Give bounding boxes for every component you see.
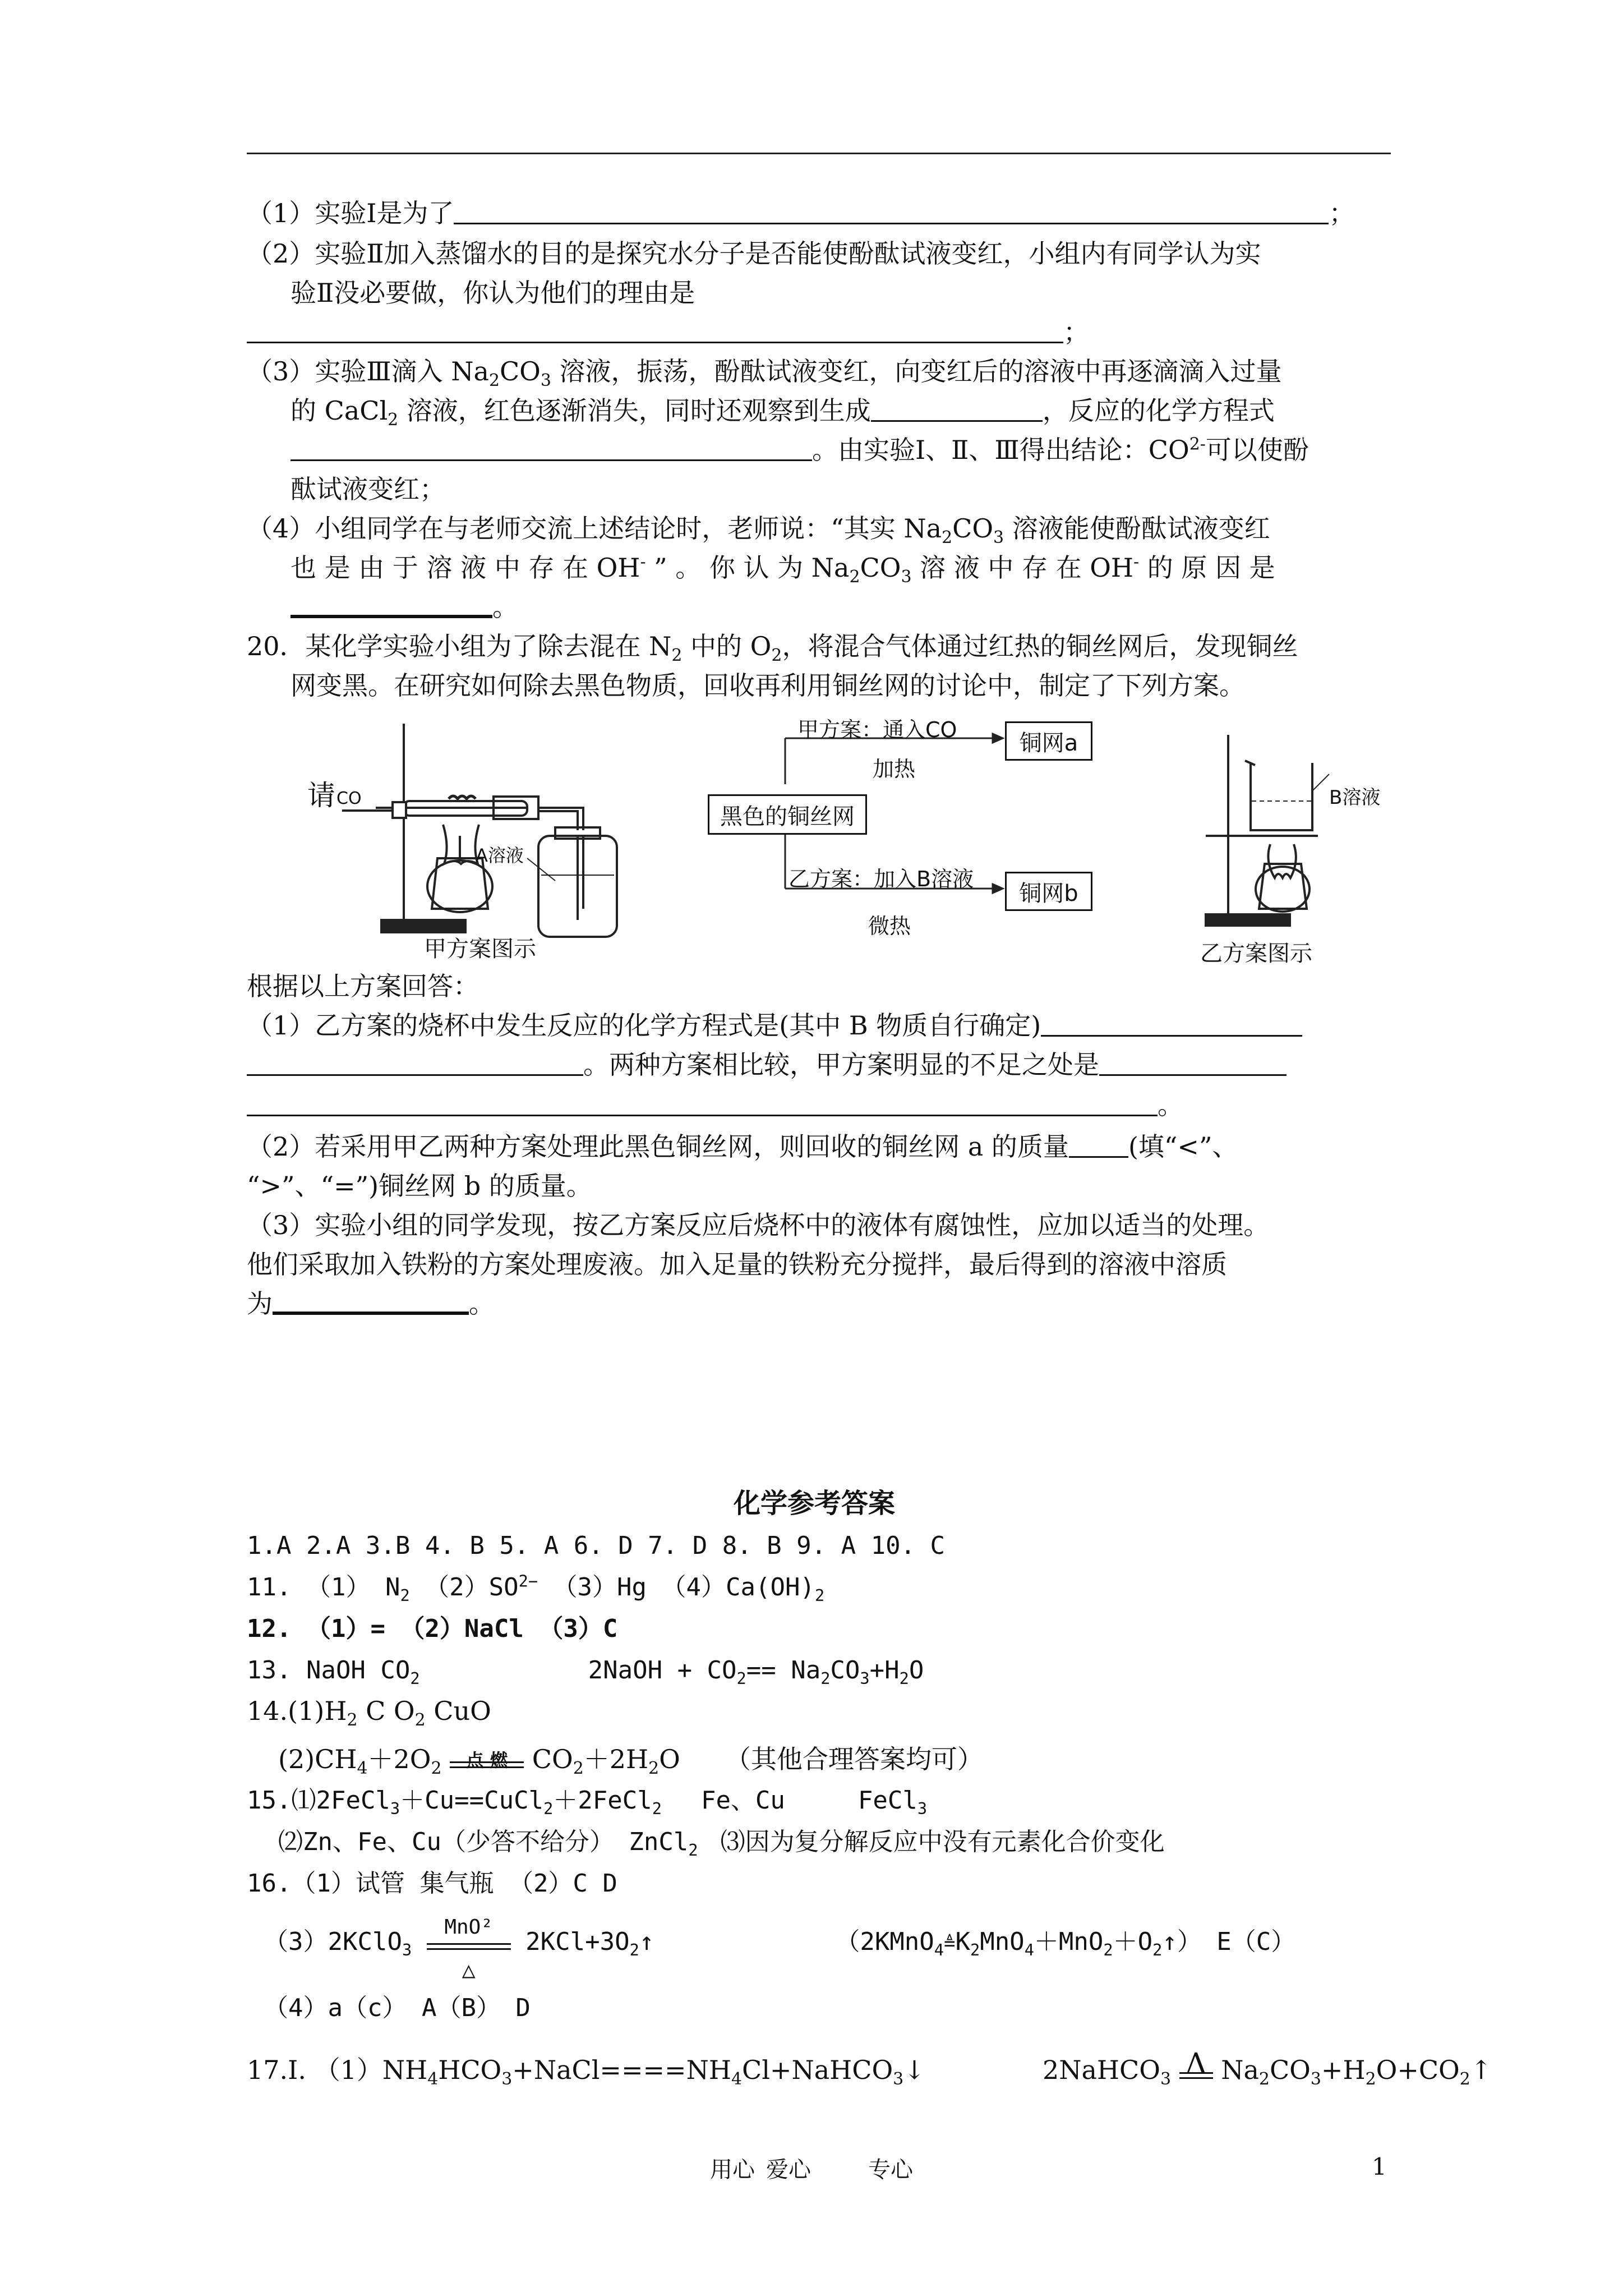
answer-key-title: 化学参考答案 [734, 1488, 896, 1519]
q20-stem-line2: 网变黑。在研究如何除去黑色物质，回收再利用铜丝网的讨论中，制定了下列方案。 [291, 670, 1245, 701]
q20-sub2-line2: “>”、“=”)铜丝网 b 的质量。 [247, 1171, 592, 1201]
q19-part3-line2: 的 CaCl$_2$ 溶液，红色逐渐消失，同时还观察到生成 ，反应的化学方程式 [291, 395, 1275, 430]
q19-part2-line2: 验Ⅱ没必要做，你认为他们的理由是 [291, 278, 695, 308]
q19-part2-line1: （2）实验Ⅱ加入蒸馏水的目的是探究水分子是否能使酚酞试液变红，小组内有同学认为实 [247, 238, 1261, 269]
header-rule [247, 153, 1391, 154]
answer-line-1-10: 1.A 2.A 3.B 4. B 5. A 6. D 7. D 8. B 9. A 10. C [247, 1531, 946, 1560]
q20-sub3-line2: 他们采取加入铁粉的方案处理废液。加入足量的铁粉充分搅拌，最后得到的溶液中溶质 [247, 1249, 1227, 1280]
q20-answer-intro: 根据以上方案回答： [247, 971, 479, 1001]
plan-b-route-label: 乙方案：加入B溶液 [789, 867, 974, 891]
plan-b-caption: 乙方案图示 [1200, 941, 1312, 967]
plan-a-apparatus-diagram [292, 718, 639, 959]
answer-line-14b: $(2)CH_4+2O_2$ 点 燃 $CO_2+2H_2O$ （其他合理答案均可） [278, 1744, 983, 1779]
plan-b-apparatus-diagram [1189, 729, 1380, 954]
q19-part3-line4: 酞试液变红； [291, 474, 445, 504]
q19-part1: （1）实验Ⅰ是为了 ； [247, 198, 1355, 228]
plan-b-solution-b-label: B溶液 [1329, 786, 1381, 809]
answer-line-13: 13. NaOH $CO_2$ 2NaOH + $CO_2== Na_2CO_3+H_2O$ [247, 1656, 924, 1688]
q19-part3-line3: 。由实验Ⅰ、Ⅱ、Ⅲ得出结论：$CO^{2-}$可以使酚 [291, 433, 1309, 467]
answer-line-15b: ⑵Zn、Fe、Cu（少答不给分） ZnCl$_2$ ⑶因为复分解反应中没有元素化合价变化 [278, 1828, 1165, 1860]
combustion-condition: 点 燃 [465, 1750, 508, 1771]
answer-line-12: 12. （1）= （2）NaCl （3）C [247, 1614, 618, 1643]
plan-a-qing-label: 请 [307, 779, 335, 812]
plan-a-co-label: CO [336, 789, 362, 808]
q20-sub2-line1: （2）若采用甲乙两种方案处理此黑色铜丝网，则回收的铜丝网 a 的质量 (填“<”、 [247, 1131, 1238, 1162]
q19-part2-blank: ； [247, 315, 1089, 349]
answer-line-16b: （3）2KClO$_3$ MnO² △ $2KCl+3O_2↑$ $(2KMnO_4≜K_2MnO_4+MnO_2+O_2↑)$ E（C） [264, 1925, 1295, 1961]
plan-b-condition-label: 微热 [868, 914, 911, 938]
answer-line-11: 11. （1） $N_2$ $(2)SO^{2-}$ （3）Hg $(4)Ca(OH)_2$ [247, 1571, 825, 1605]
plan-a-route-label: 甲方案：通入CO [797, 717, 957, 742]
answer-line-17: 17.Ⅰ. $(1)NH_4HCO_3+NaCl====NH_4Cl+NaHCO_3↓$ 2NaHCO$_3$ Δ $Na_2CO_3+H_2O+CO_2↑$ [247, 2047, 1492, 2090]
delta-symbol: Δ [1185, 2047, 1207, 2081]
q20-sub1-line2: 。两种方案相比较，甲方案明显的不足之处是 [247, 1048, 1287, 1082]
plan-a-caption: 甲方案图示 [424, 936, 536, 962]
black-copper-mesh-box: 黑色的铜丝网 [708, 794, 867, 835]
answer-line-14a: $14.(1)H_2$ C $O_2$ CuO [247, 1696, 491, 1731]
plan-a-condition-label: 加热 [873, 757, 916, 781]
copper-mesh-a-box: 铜网a [1005, 721, 1092, 761]
answer-line-16c: （4）a（c） A（B） D [264, 1994, 531, 2022]
q20-stem-line1: 20．某化学实验小组为了除去混在 $N_2$ 中的 $O_2$，将混合气体通过红热的铜丝网后，发现铜丝 [247, 631, 1298, 666]
answer-line-15a: 15.⑴2FeCl$_3$＋Cu==CuCl$_2$＋2FeCl$_2$ Fe、Cu FeCl$_3$ [247, 1786, 928, 1818]
answer-line-16a: 16.（1）试管 集气瓶 （2）C D [247, 1869, 617, 1898]
q20-sub1-line3: 。 [247, 1088, 1183, 1122]
q19-part4-line3: 。 [291, 590, 518, 624]
page-number: 1 [1372, 2153, 1387, 2180]
q19-part3-line1: （3）实验Ⅲ滴入 $Na_2CO_3$ 溶液，振荡，酚酞试液变红，向变红后的溶液中再逐滴滴入过量 [247, 356, 1282, 391]
footer-motto-2: 爱心 [766, 2157, 811, 2183]
footer-motto-3: 专心 [868, 2157, 913, 2183]
q20-sub1-line1: （1）乙方案的烧杯中发生反应的化学方程式是(其中 B 物质自行确定) [247, 1009, 1302, 1042]
catalyst-label: MnO² [444, 1916, 494, 1939]
plan-a-solution-a-label: A溶液 [476, 845, 524, 866]
q20-sub3-line1: （3）实验小组的同学发现，按乙方案反应后烧杯中的液体有腐蚀性，应加以适当的处理。 [247, 1210, 1270, 1240]
footer-motto-1: 用心 [710, 2157, 755, 2183]
q20-sub3-line3: 为 。 [247, 1289, 495, 1319]
q19-part4-line2: 也 是 由 于 溶 液 中 存 在 OH- ” 。 你 认 为 $Na_2CO_3$ 溶 液 中 存 在 OH- 的 原 因 是 [291, 552, 1275, 587]
q19-part4-line1: （4）小组同学在与老师交流上述结论时，老师说：“其实 $Na_2CO_3$ 溶液能使酚酞试液变红 [247, 513, 1270, 548]
copper-mesh-b-box: 铜网b [1005, 872, 1092, 911]
heat-symbol: △ [462, 1957, 476, 1983]
